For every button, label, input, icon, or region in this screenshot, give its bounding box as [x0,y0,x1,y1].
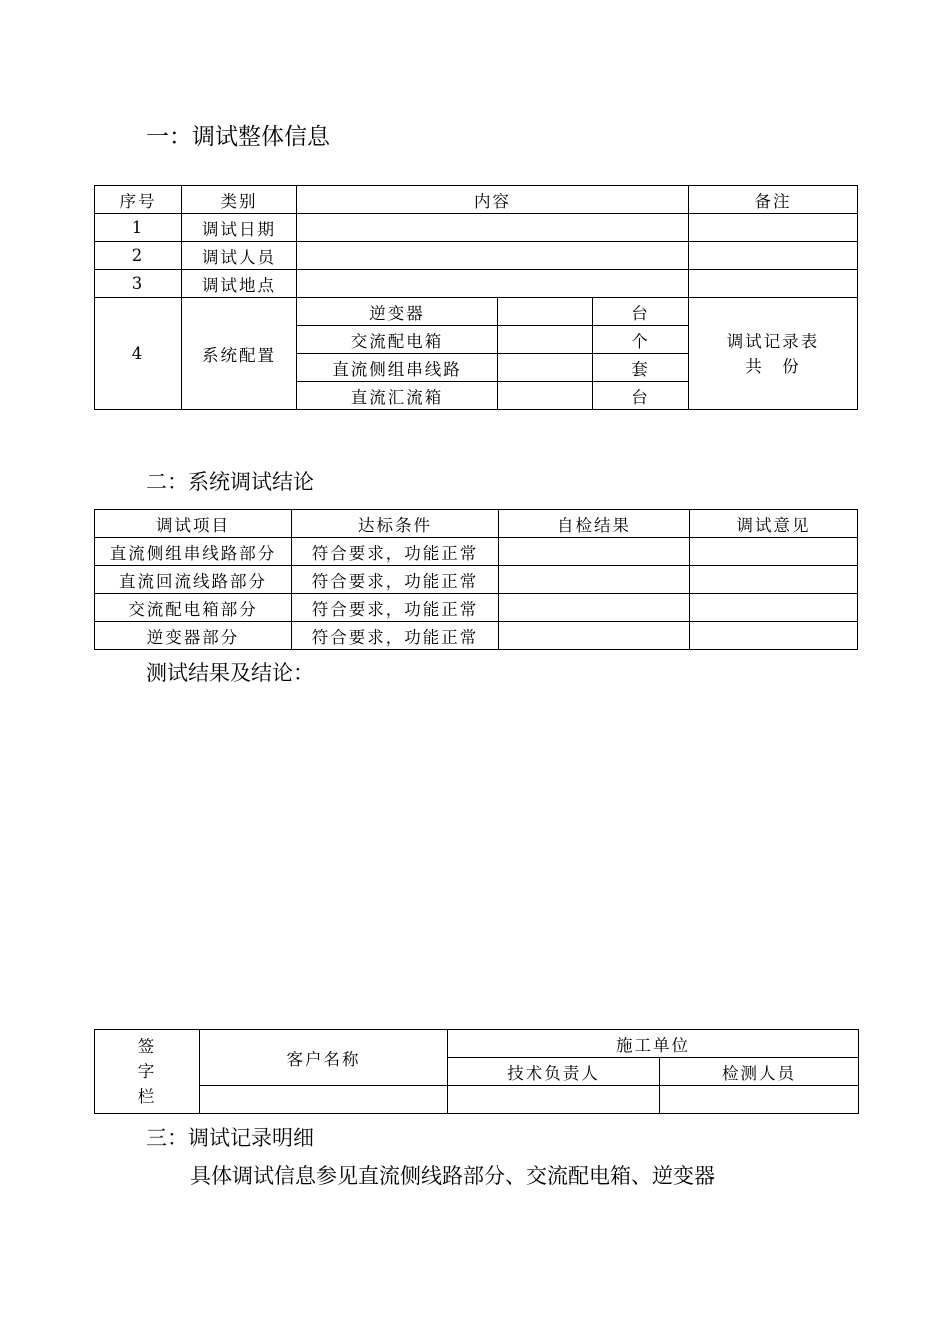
row-self-check-cell[interactable] [499,566,690,594]
conclusion-label: 测试结果及结论： [146,661,314,685]
config-item-unit: 台 [593,298,689,326]
conclusion-table [94,509,858,650]
contractor-header: 施工单位 [448,1030,859,1058]
row-opinion-cell[interactable] [690,594,858,622]
table-row [95,298,858,326]
config-quantity-cell[interactable] [498,382,593,410]
row-condition: 符合要求，功能正常 [292,594,499,622]
config-quantity-cell[interactable] [498,326,593,354]
table-row [95,566,858,594]
section3-heading: 三：调试记录明细 [146,1126,314,1150]
header-remark: 备注 [689,186,858,214]
row-opinion-cell[interactable] [690,566,858,594]
config-item-unit: 个 [593,326,689,354]
row-self-check-cell[interactable] [499,538,690,566]
signature-char: 签 [137,1037,157,1056]
row-no: 4 [95,298,182,410]
signature-label [95,1030,200,1114]
config-item-name: 直流汇流箱 [297,382,498,410]
config-item-name: 交流配电箱 [297,326,498,354]
config-quantity-cell[interactable] [498,298,593,326]
table-header-row [95,510,858,538]
section2-heading: 二：系统调试结论 [146,470,314,494]
row-item: 逆变器部分 [95,622,292,650]
table-row [95,242,858,270]
row-category: 调试人员 [182,242,297,270]
row-self-check-cell[interactable] [499,622,690,650]
config-item-unit: 套 [593,354,689,382]
table-row [95,538,858,566]
row-no: 2 [95,242,182,270]
table-row [95,270,858,298]
signature-table [94,1029,859,1114]
remark-line: 调试记录表 [726,331,820,351]
section1-heading: 一：调试整体信息 [146,124,330,150]
tech-lead-signature-cell[interactable] [448,1086,660,1114]
row-condition: 符合要求，功能正常 [292,538,499,566]
row-no: 3 [95,270,182,298]
row-content-cell[interactable] [297,270,689,298]
row-opinion-cell[interactable] [690,622,858,650]
table-row [95,214,858,242]
header-opinion: 调试意见 [690,510,858,538]
row-no: 1 [95,214,182,242]
signature-char: 栏 [137,1087,157,1106]
config-item-name: 直流侧组串线路 [297,354,498,382]
header-condition: 达标条件 [292,510,499,538]
row-remark-cell[interactable] [689,242,858,270]
config-quantity-cell[interactable] [498,354,593,382]
row-remark-cell[interactable] [689,214,858,242]
inspector-header: 检测人员 [660,1058,859,1086]
table-header-row [95,186,858,214]
overall-info-table [94,185,858,410]
row-self-check-cell[interactable] [499,594,690,622]
signature-char: 字 [137,1062,157,1081]
row-content-cell[interactable] [297,242,689,270]
row-content-cell[interactable] [297,214,689,242]
tech-lead-header: 技术负责人 [448,1058,660,1086]
row-category: 系统配置 [182,298,297,410]
row-category: 调试地点 [182,270,297,298]
config-remark-cell [689,298,858,410]
row-condition: 符合要求，功能正常 [292,566,499,594]
header-self-check: 自检结果 [499,510,690,538]
table-row [95,622,858,650]
row-item: 交流配电箱部分 [95,594,292,622]
customer-name-header: 客户名称 [200,1030,448,1086]
inspector-signature-cell[interactable] [660,1086,859,1114]
row-condition: 符合要求，功能正常 [292,622,499,650]
section3-text: 具体调试信息参见直流侧线路部分、交流配电箱、逆变器 [190,1164,715,1188]
header-no: 序号 [95,186,182,214]
customer-signature-cell[interactable] [200,1086,448,1114]
remark-line: 共 份 [745,356,801,376]
row-item: 直流侧组串线路部分 [95,538,292,566]
header-item: 调试项目 [95,510,292,538]
row-opinion-cell[interactable] [690,538,858,566]
config-item-name: 逆变器 [297,298,498,326]
row-remark-cell[interactable] [689,270,858,298]
header-category: 类别 [182,186,297,214]
row-item: 直流回流线路部分 [95,566,292,594]
header-content: 内容 [297,186,689,214]
row-category: 调试日期 [182,214,297,242]
config-item-unit: 台 [593,382,689,410]
table-row [95,594,858,622]
